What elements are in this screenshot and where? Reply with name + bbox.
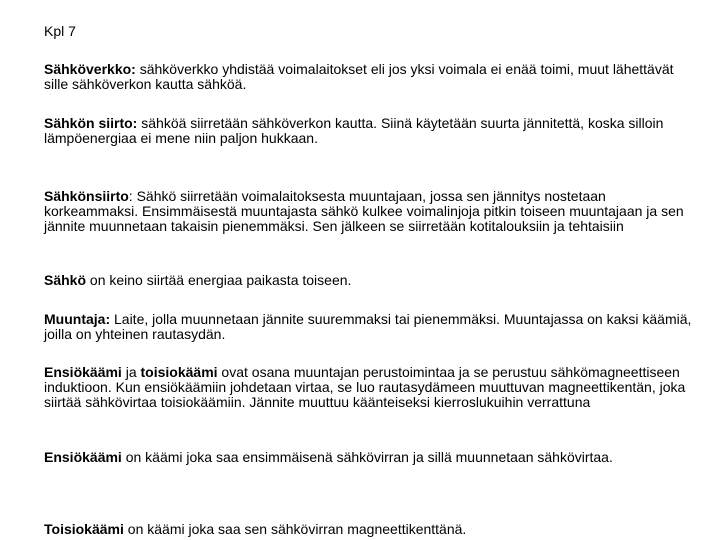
term: Sähkön siirto: — [44, 115, 138, 131]
paragraph-sahkonsiirto — [44, 189, 694, 234]
connector: ja — [121, 364, 141, 380]
definition: ovat osana muuntajan perustoimintaa ja se perustuu sähkömagneettiseen induktioon. Kun ensiökäämiin johdetaan virtaa, se luo rautasydämeen muuttuvan magneettikentän, joka siirtää sähkövirtaa toisiokäämiin. Jännite muuttuu käänteiseksi kierroslukuihin verrattuna — [44, 364, 686, 410]
paragraph-ensiokaami — [44, 450, 694, 465]
term: Muuntaja: — [44, 311, 111, 327]
paragraph-sahkon-siirto — [44, 116, 694, 146]
term-secondary: toisiokäämi — [140, 364, 218, 380]
paragraph-muuntaja — [44, 312, 694, 342]
definition: sähköä siirretään sähköverkon kautta. Siinä käytetään suurta jännitettä, koska silloin lämpöenergiaa ei mene niin paljon hukkaan. — [44, 115, 664, 146]
definition: on käämi joka saa sen sähkövirran magneettikenttänä. — [123, 521, 467, 537]
definition: on käämi joka saa ensimmäisenä sähkövirran ja sillä muunnetaan sähkövirtaa. — [121, 449, 613, 465]
paragraph-toisiokaami — [44, 522, 694, 537]
term: Sähkönsiirto — [44, 188, 129, 204]
term: Ensiökäämi — [44, 364, 122, 380]
term: Toisiokäämi — [44, 521, 124, 537]
definition: : Sähkö siirretään voimalaitoksesta muuntajaan, jossa sen jännitys nostetaan korkeammaksi. Ensimmäisestä muuntajasta sähkö kulkee voimalinjoja pitkin toiseen muuntajaan ja sen jännite muunnetaan takaisin pienemmäksi. Sen jälkeen se siirretään kotitalouksiin ja tehtaisiin — [44, 188, 684, 234]
definition: sähköverkko yhdistää voimalaitokset eli jos yksi voimala ei enää toimi, muut lähettävät sille sähköverkon kautta sähköä. — [44, 61, 674, 92]
page-heading: Kpl 7 — [44, 23, 76, 39]
definition: on keino siirtää energiaa paikasta toiseen. — [86, 272, 352, 288]
definition: Laite, jolla muunnetaan jännite suuremmaksi tai pienemmäksi. Muuntajassa on kaksi käämiä, joilla on yhteinen rautasydän. — [44, 311, 692, 342]
paragraph-ensiokaami-toisiokaami — [44, 365, 694, 410]
term: Sähkö — [44, 272, 87, 288]
paragraph-sahkoverkko — [44, 62, 694, 92]
paragraph-sahko — [44, 273, 694, 288]
term: Sähköverkko: — [44, 61, 136, 77]
term: Ensiökäämi — [44, 449, 122, 465]
